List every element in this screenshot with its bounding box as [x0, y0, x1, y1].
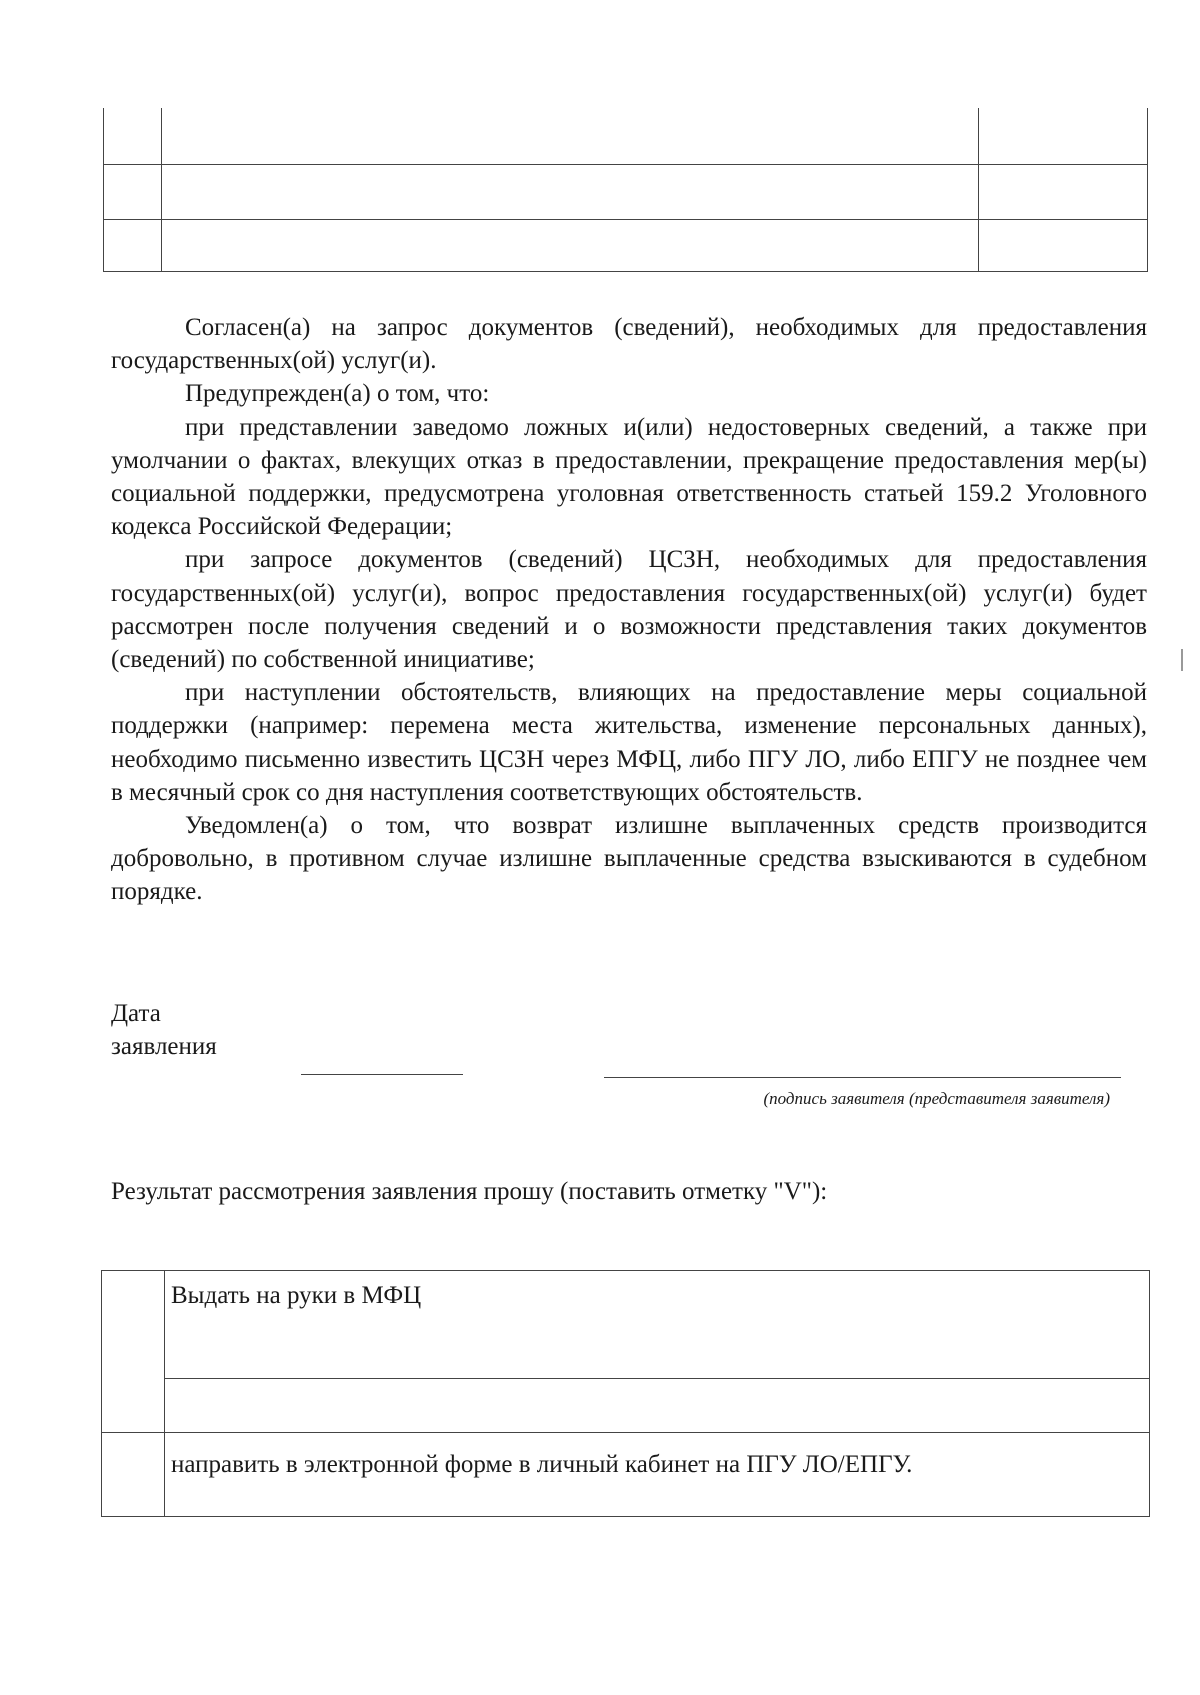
- option-cell-empty: [165, 1379, 1150, 1433]
- table-cell: [104, 108, 162, 165]
- signature-caption: (подпись заявителя (представителя заявителя): [763, 1089, 1110, 1108]
- date-field-line[interactable]: [301, 1074, 463, 1075]
- option-label-electronic: направить в электронной форме в личный кабинет на ПГУ ЛО/ЕПГУ.: [171, 1451, 913, 1478]
- option-label-mfc: Выдать на руки в МФЦ: [171, 1282, 422, 1309]
- continued-table: [103, 108, 1148, 272]
- option-cell: [165, 1433, 1150, 1517]
- table-row: [104, 165, 1148, 220]
- table-row: [102, 1271, 1150, 1379]
- table-row: [102, 1379, 1150, 1433]
- result-method-table: [101, 1270, 1150, 1517]
- consent-text-block: [111, 311, 1147, 909]
- warning-intro-paragraph: Предупрежден(а) о том, что:: [185, 380, 490, 408]
- table-cell: [162, 165, 979, 220]
- refund-notice-paragraph: Уведомлен(а) о том, что возврат излишне выплаченных средств производится добровольно, в противном случае излишне выплаченные средства взыскиваются в судебном порядке.: [111, 812, 1147, 906]
- consent-paragraph: Согласен(а) на запрос документов (сведений), необходимых для предоставления государственных(ой) услуг(и).: [111, 314, 1147, 375]
- document-request-paragraph: при запросе документов (сведений) ЦСЗН, необходимых для предоставления государственных(ой) услуг(и), вопрос предоставления государственных(ой) услуг(и) будет рассмотрен после получения сведений и о возможности представления таких документов (сведений) по собственной инициативе;: [111, 546, 1147, 674]
- table-cell: [162, 219, 979, 271]
- checkbox-cell-mfc[interactable]: [102, 1271, 165, 1433]
- table-row: [102, 1433, 1150, 1517]
- result-method-label: Результат рассмотрения заявления прошу (поставить отметку "V"):: [111, 1178, 828, 1205]
- date-label-line: Дата: [111, 1000, 161, 1027]
- false-info-liability-paragraph: при представлении заведомо ложных и(или) недостоверных сведений, а также при умолчании о фактах, влекущих отказ в предоставлении, прекращение предоставления мер(ы) социальной поддержки, предусмотрена уголовная ответственность статьей 159.2 Уголовного кодекса Российской Федерации;: [111, 413, 1147, 541]
- table-row: [104, 219, 1148, 271]
- signature-field-line[interactable]: [604, 1077, 1121, 1078]
- table-cell: [979, 108, 1148, 165]
- table-row: [104, 108, 1148, 165]
- circumstances-change-paragraph: при наступлении обстоятельств, влияющих на предоставление меры социальной поддержки (например: перемена места жительства, изменение персональных данных), необходимо письменно известить ЦСЗН через МФЦ, либо ПГУ ЛО, либо ЕПГУ не позднее чем в месячный срок со дня наступления соответствующих обстоятельств.: [111, 679, 1147, 806]
- table-cell: [162, 108, 979, 165]
- table-cell: [104, 219, 162, 271]
- checkbox-cell-electronic[interactable]: [102, 1433, 165, 1517]
- table-cell: [979, 165, 1148, 220]
- date-label-line: заявления: [111, 1033, 217, 1060]
- table-cell: [979, 219, 1148, 271]
- scan-edge-mark: [1181, 649, 1183, 671]
- date-label: [111, 997, 217, 1063]
- option-cell: [165, 1271, 1150, 1379]
- table-cell: [104, 165, 162, 220]
